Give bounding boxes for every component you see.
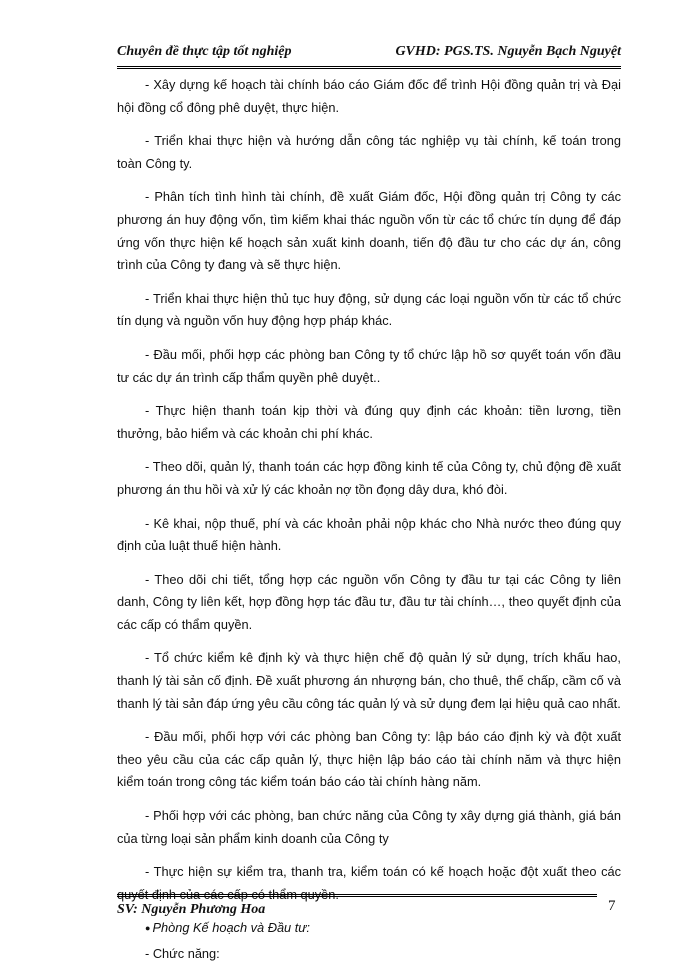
subheading: - Chức năng: [145, 946, 220, 962]
footer-author: SV: Nguyễn Phương Hoa [117, 902, 266, 917]
paragraph: - Phân tích tình hình tài chính, đề xuất Giám đốc, Hội đồng quản trị Công ty các phương án huy động vốn, tìm kiếm khai thác nguồn vốn từ các tổ chức tín dụng để đáp ứng vốn thực hiện kế hoạch sản xuất kinh doanh, tiến độ đầu tư cho các dự án, công trình của Công ty đang và sẽ thực hiện. [117, 189, 621, 273]
paragraph: - Thực hiện sự kiểm tra, thanh tra, kiểm toán có kế hoạch hoặc đột xuất theo các quyết định của các cấp có thẩm quyền. [117, 864, 621, 902]
paragraph: - Tổ chức kiểm kê định kỳ và thực hiện chế độ quản lý sử dụng, trích khấu hao, thanh lý tài sản cố định. Đề xuất phương án nhượng bán, cho thuê, thế chấp, cầm cố và thanh lý tài sản đáp ứng yêu cầu công tác quản lý và sử dụng đem lại hiệu quả cao nhất. [117, 650, 621, 711]
bullet-icon: ● [145, 923, 151, 934]
document-body [117, 74, 621, 965]
page-header [117, 44, 621, 66]
header-supervisor: GVHD: PGS.TS. Nguyễn Bạch Nguyệt [395, 44, 621, 59]
header-title: Chuyên đề thực tập tốt nghiệp [117, 44, 292, 59]
paragraph: - Triển khai thực hiện và hướng dẫn công tác nghiệp vụ tài chính, kế toán trong toàn Công ty. [117, 133, 621, 171]
paragraph: - Đầu mối, phối hợp với các phòng ban Công ty: lập báo cáo định kỳ và đột xuất theo yêu cầu của các cấp quản lý, thực hiện lập báo cáo tài chính năm và thực hiện kiểm toán trong công tác kiểm toán báo cáo tài chính hàng năm. [117, 729, 621, 790]
section-heading: ● Phòng Kế hoạch và Đầu tư: [145, 920, 310, 936]
paragraph: - Phối hợp với các phòng, ban chức năng của Công ty xây dựng giá thành, giá bán của từng loại sản phẩm kinh doanh của Công ty [117, 808, 621, 846]
paragraph: - Theo dõi chi tiết, tổng hợp các nguồn vốn Công ty đầu tư tại các Công ty liên danh, Công ty liên kết, hợp đồng hợp tác đầu tư, đầu tư tài chính…, theo quyết định của các cấp có thẩm quyền. [117, 571, 621, 632]
header-rule [117, 66, 621, 69]
page-number: 7 [608, 898, 616, 914]
paragraph: - Đầu mối, phối hợp các phòng ban Công ty tổ chức lập hồ sơ quyết toán vốn đầu tư các dự án trình cấp thẩm quyền phê duyệt.. [117, 346, 621, 385]
paragraph: - Theo dõi, quản lý, thanh toán các hợp đồng kinh tế của Công ty, chủ động đề xuất phương án thu hồi và xử lý các khoản nợ tồn đọng dây dưa, khó đòi. [117, 459, 621, 497]
paragraph: - Thực hiện thanh toán kịp thời và đúng quy định các khoản: tiền lương, tiền thưởng, bảo hiểm và các khoản chi phí khác. [117, 403, 621, 441]
footer-rule [117, 894, 597, 897]
paragraph: - Kê khai, nộp thuế, phí và các khoản phải nộp khác cho Nhà nước theo đúng quy định của luật thuế hiện hành. [117, 515, 621, 554]
paragraph: - Xây dựng kế hoạch tài chính báo cáo Giám đốc để trình Hội đồng quản trị và Đại hội đồng cổ đông phê duyệt, thực hiện. [117, 77, 621, 115]
paragraph: - Triển khai thực hiện thủ tục huy động, sử dụng các loại nguồn vốn từ các tổ chức tín dụng và nguồn vốn huy động hợp pháp khác. [117, 290, 621, 329]
